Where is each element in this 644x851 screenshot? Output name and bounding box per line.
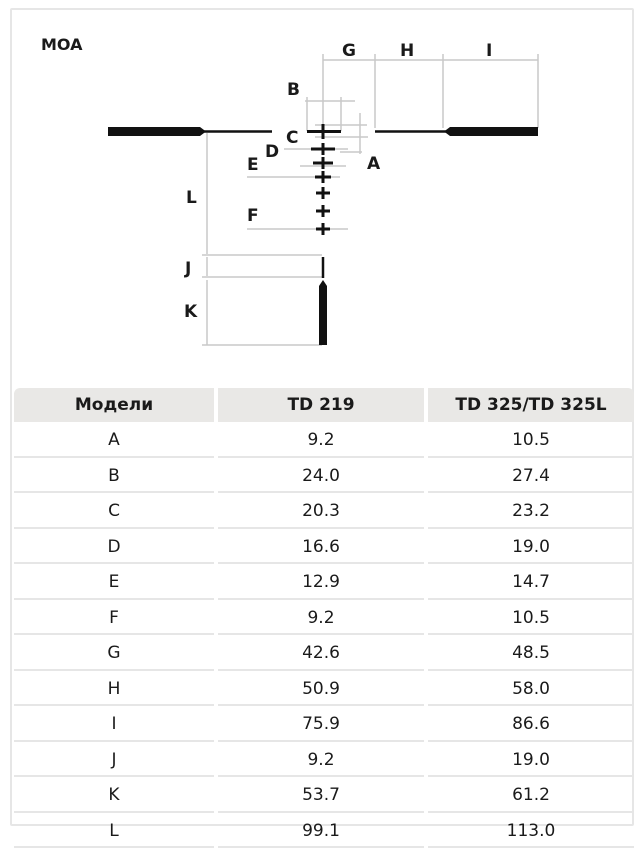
unit-label: MOA (41, 35, 83, 54)
cell-td325: 113.0 (428, 816, 634, 849)
label-k: K (184, 302, 198, 322)
cell-td219: 12.9 (218, 567, 424, 600)
cell-dimension: J (14, 745, 214, 778)
cell-td219: 99.1 (218, 816, 424, 849)
cell-td325: 27.4 (428, 461, 634, 494)
cell-td219: 9.2 (218, 603, 424, 636)
table-header-row (14, 388, 634, 422)
label-d: D (265, 142, 280, 162)
dimension-lines (202, 54, 538, 345)
cell-dimension: A (14, 425, 214, 458)
table-row (14, 674, 634, 707)
table-row (14, 709, 634, 742)
cell-dimension: E (14, 567, 214, 600)
cell-td325: 10.5 (428, 603, 634, 636)
cell-dimension: F (14, 603, 214, 636)
label-a: A (367, 154, 381, 174)
cell-td219: 53.7 (218, 780, 424, 813)
dimension-labels (41, 35, 492, 322)
table-row (14, 567, 634, 600)
cell-dimension: H (14, 674, 214, 707)
cell-td219: 24.0 (218, 461, 424, 494)
cell-td325: 10.5 (428, 425, 634, 458)
cell-td325: 58.0 (428, 674, 634, 707)
header-td219: TD 219 (218, 388, 424, 422)
cell-td219: 9.2 (218, 425, 424, 458)
label-c: C (286, 128, 299, 148)
header-models: Модели (14, 388, 214, 422)
table-row (14, 532, 634, 565)
table-row (14, 745, 634, 778)
cell-dimension: I (14, 709, 214, 742)
label-l: L (186, 188, 197, 208)
cell-td325: 23.2 (428, 496, 634, 529)
label-h: H (400, 41, 415, 61)
cell-td325: 19.0 (428, 532, 634, 565)
cell-dimension: C (14, 496, 214, 529)
label-j: J (185, 259, 192, 279)
cell-td325: 19.0 (428, 745, 634, 778)
reticle (108, 124, 538, 345)
cell-td219: 42.6 (218, 638, 424, 671)
label-i: I (486, 41, 493, 61)
cell-td219: 9.2 (218, 745, 424, 778)
cell-td219: 50.9 (218, 674, 424, 707)
cell-dimension: G (14, 638, 214, 671)
label-g: G (342, 41, 356, 61)
cell-dimension: K (14, 780, 214, 813)
cell-dimension: B (14, 461, 214, 494)
table-row (14, 425, 634, 458)
table-row (14, 638, 634, 671)
label-e: E (247, 155, 259, 175)
cell-td325: 14.7 (428, 567, 634, 600)
table-row (14, 461, 634, 494)
header-td325: TD 325/TD 325L (428, 388, 634, 422)
cell-td219: 20.3 (218, 496, 424, 529)
table-row (14, 603, 634, 636)
cell-td325: 48.5 (428, 638, 634, 671)
cell-dimension: L (14, 816, 214, 849)
cell-td219: 16.6 (218, 532, 424, 565)
cell-dimension: D (14, 532, 214, 565)
table-row (14, 496, 634, 529)
label-f: F (247, 206, 259, 226)
cell-td325: 61.2 (428, 780, 634, 813)
table-row (14, 816, 634, 849)
specs-table (10, 385, 638, 851)
reticle-diagram (0, 0, 644, 385)
label-b: B (287, 80, 300, 100)
cell-td219: 75.9 (218, 709, 424, 742)
table-row (14, 780, 634, 813)
cell-td325: 86.6 (428, 709, 634, 742)
